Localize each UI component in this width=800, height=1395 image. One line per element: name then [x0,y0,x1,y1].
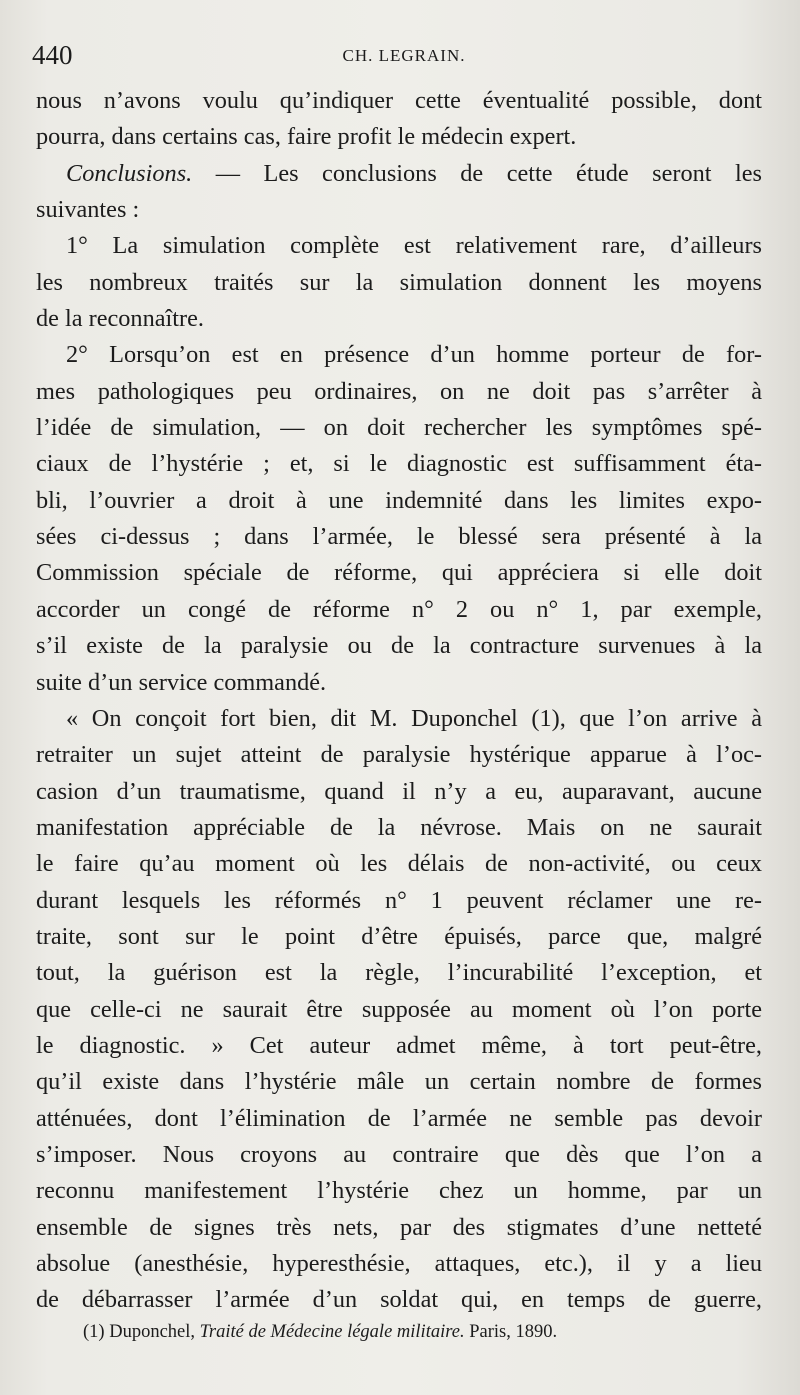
page-header [30,40,760,80]
text-line: le diagnostic. » Cet auteur admet même, à tort peut-être, [36,1031,762,1059]
text-line: pourra, dans certains cas, faire profit le médecin expert. [36,123,577,151]
text-line: traite, sont sur le point d’être épuisés, parce que, malgré [36,922,762,950]
text-line: que celle-ci ne saurait être supposée au moment où l’on porte [36,995,762,1023]
text-line: s’imposer. Nous croyons au contraire que dès que l’on a [36,1140,762,1168]
text-line: bli, l’ouvrier a droit à une indemnité dans les limites expo- [36,486,762,514]
text-line: le faire qu’au moment où les délais de non-activité, ou ceux [36,850,762,878]
text-line: ciaux de l’hystérie ; et, si le diagnostic est suffisamment éta- [36,450,762,478]
page-number: 440 [32,40,73,70]
running-head: CH. LEGRAIN. [342,46,466,65]
text-line: s’il existe de la paralysie ou de la contracture survenues à la [36,632,762,660]
footnote-place-year: Paris, 1890. [469,1322,558,1342]
text-line-conclusions [36,156,762,192]
text-line: suite d’un service commandé. [36,668,327,696]
text-line: 2° Lorsqu’on est en présence d’un homme porteur de for- [66,341,762,369]
italic-lead: Conclusions. [66,159,193,187]
text-line: l’idée de simulation, — on doit rechercher les symptômes spé- [36,414,762,442]
text-line: de la reconnaître. [36,305,204,333]
footnote-author: Duponchel, [109,1322,196,1342]
text-line: retraiter un sujet atteint de paralysie hystérique apparue à l’oc- [36,741,762,769]
conclusions-rest: — Les conclusions de cette étude seront les [192,159,762,187]
footnote-marker: (1) [83,1322,105,1342]
text-line: suivantes : [36,196,140,224]
text-line: durant lesquels les réformés n° 1 peuvent réclamer une re- [36,886,762,914]
text-line: nous n’avons voulu qu’indiquer cette éventualité possible, dont [36,87,762,114]
text-line: qu’il existe dans l’hystérie mâle un certain nombre de formes [36,1068,762,1096]
text-line: casion d’un traumatisme, quand il n’y a eu, auparavant, aucune [36,777,762,805]
text-line: 1° La simulation complète est relativement rare, d’ailleurs [66,232,762,260]
text-line: sées ci-dessus ; dans l’armée, le blessé sera présenté à la [36,523,762,551]
footnote-title: Traité de Médecine légale militaire. [199,1322,465,1342]
text-line: atténuées, dont l’élimination de l’armée ne semble pas devoir [36,1104,762,1132]
text-line: mes pathologiques peu ordinaires, on ne doit pas s’arrêter à [36,377,762,405]
text-line: accorder un congé de réforme n° 2 ou n° 1, par exemple, [36,595,762,623]
footnote [83,1322,703,1343]
text-line: tout, la guérison est la règle, l’incurabilité l’exception, et [36,959,762,987]
text-line: les nombreux traités sur la simulation donnent les moyens [36,268,762,296]
text-line: ensemble de signes très nets, par des stigmates d’une netteté [36,1213,762,1241]
text-line: manifestation appréciable de la névrose. Mais on ne saurait [36,813,762,841]
text-line: de débarrasser l’armée d’un soldat qui, en temps de guerre, [36,1286,762,1314]
text-line: reconnu manifestement l’hystérie chez un homme, par un [36,1177,762,1205]
body-text [36,83,762,1319]
text-line: absolue (anesthésie, hyperesthésie, attaques, etc.), il y a lieu [36,1250,762,1277]
text-line: « On conçoit fort bien, dit M. Duponchel (1), que l’on arrive à [66,704,762,732]
text-line: Commission spéciale de réforme, qui appréciera si elle doit [36,559,762,587]
